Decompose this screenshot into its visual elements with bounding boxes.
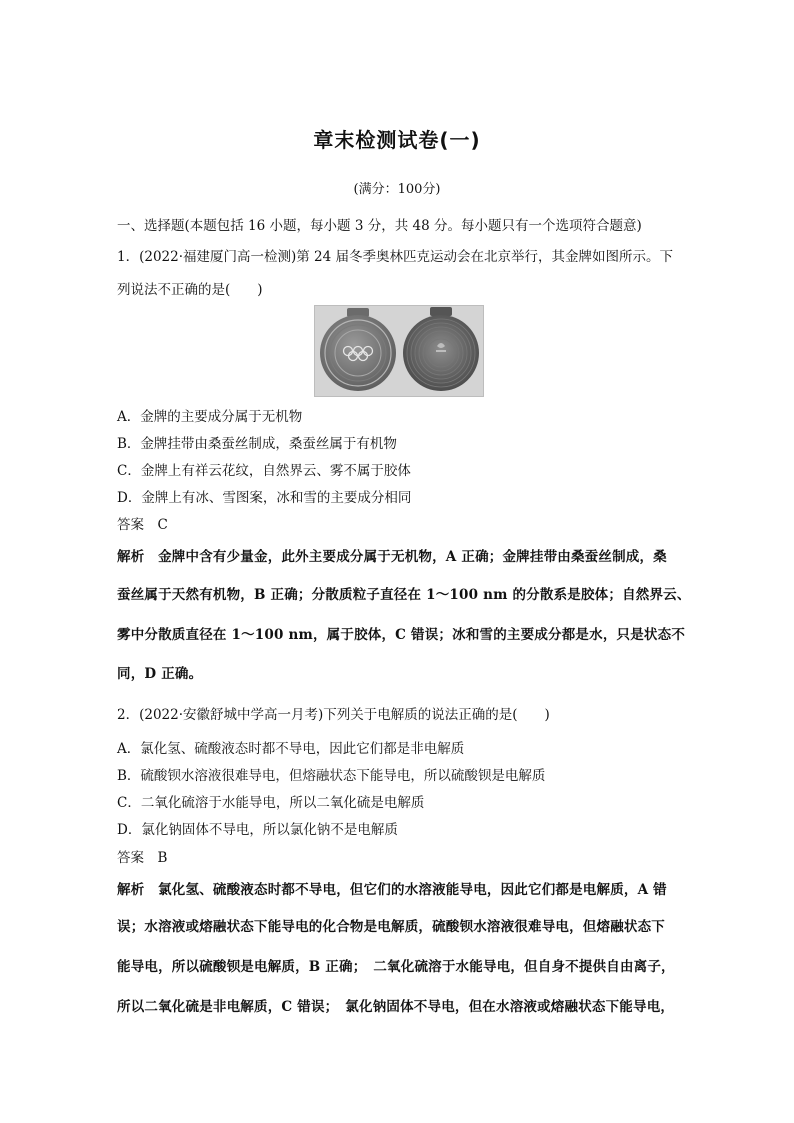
q2-answer: 答案 B [117, 850, 168, 866]
q1-analysis-line2: 蚕丝属于天然有机物，B 正确；分散质粒子直径在 1～100 nm 的分散系是胶体；自然界云、 [117, 587, 691, 603]
gold-medal-figure [314, 305, 484, 397]
q1-option-d: D．金牌上有冰、雪图案，冰和雪的主要成分相同 [117, 490, 412, 506]
q1-stem-line1: 1．(2022·福建厦门高一检测)第 24 届冬季奥林匹克运动会在北京举行，其金牌如图所示。下 [117, 249, 674, 265]
q1-analysis-line3: 雾中分散质直径在 1～100 nm，属于胶体，C 错误；冰和雪的主要成分都是水，只是状态不 [117, 627, 686, 643]
q1-analysis-line4: 同，D 正确。 [117, 666, 203, 682]
q2-analysis-line2: 误；水溶液或熔融状态下能导电的化合物是电解质，硫酸钡水溶液很难导电，但熔融状态下 [117, 919, 665, 935]
q2-analysis-line1: 解析 氯化氢、硫酸液态时都不导电，但它们的水溶液能导电，因此它们都是电解质，A 错 [117, 882, 667, 898]
section-heading: 一、选择题(本题包括 16 小题，每小题 3 分，共 48 分。每小题只有一个选项符合题意) [117, 218, 642, 234]
q2-analysis-line4: 所以二氧化硫是非电解质，C 错误； 氯化钠固体不导电，但在水溶液或熔融状态下能导电， [117, 999, 675, 1015]
q1-option-a: A．金牌的主要成分属于无机物 [117, 409, 303, 425]
q2-option-a: A．氯化氢、硫酸液态时都不导电，因此它们都是非电解质 [117, 741, 465, 757]
gold-medal-image [315, 306, 483, 396]
q1-option-b: B．金牌挂带由桑蚕丝制成，桑蚕丝属于有机物 [117, 436, 397, 452]
q1-analysis-line1: 解析 金牌中含有少量金，此外主要成分属于无机物，A 正确；金牌挂带由桑蚕丝制成，桑 [117, 549, 667, 565]
q2-analysis-line3: 能导电，所以硫酸钡是电解质，B 正确； 二氧化硫溶于水能导电，但自身不提供自由离子， [117, 959, 675, 975]
q1-stem-line2: 列说法不正确的是( ) [117, 282, 263, 298]
q2-option-c: C．二氧化硫溶于水能导电，所以二氧化硫是电解质 [117, 795, 425, 811]
q1-option-c: C．金牌上有祥云花纹，自然界云、雾不属于胶体 [117, 463, 411, 479]
q1-answer: 答案 C [117, 517, 168, 533]
page-title: 章末检测试卷(一) [313, 128, 481, 152]
q2-option-d: D．氯化钠固体不导电，所以氯化钠不是电解质 [117, 822, 398, 838]
q2-option-b: B．硫酸钡水溶液很难导电，但熔融状态下能导电，所以硫酸钡是电解质 [117, 768, 546, 784]
q2-stem: 2．(2022·安徽舒城中学高一月考)下列关于电解质的说法正确的是( ) [117, 707, 550, 723]
score-note: (满分：100分) [353, 182, 441, 197]
